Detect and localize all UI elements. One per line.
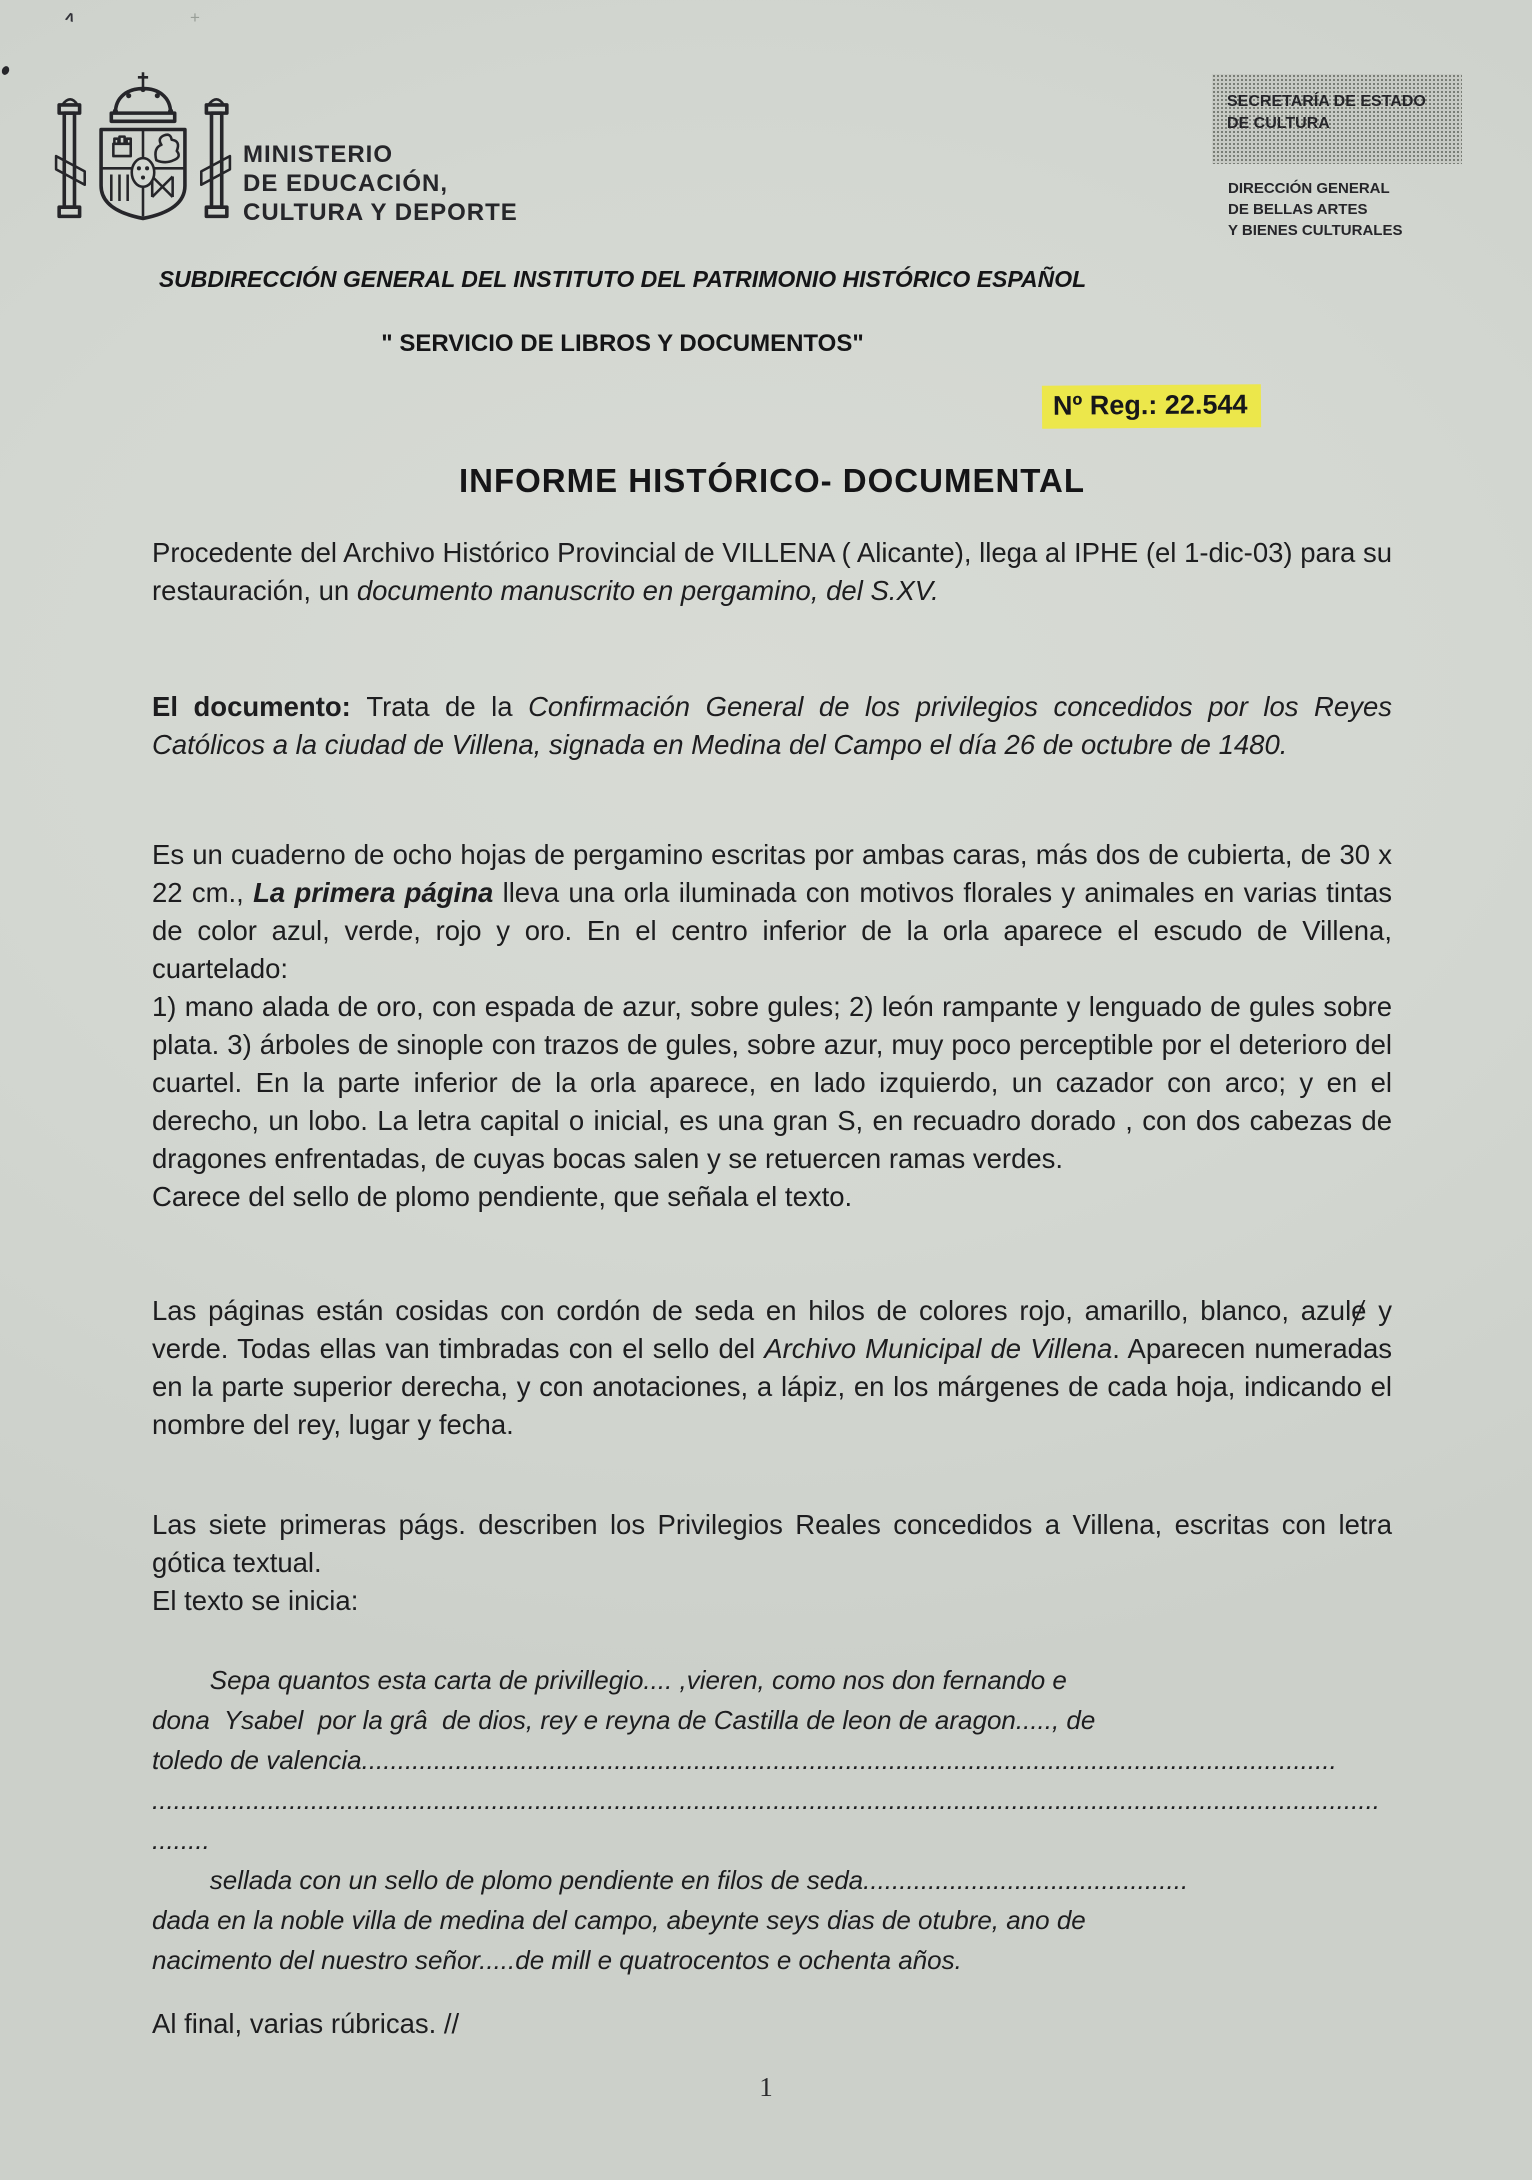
paragraph-descripcion-c: Carece del sello de plomo pendiente, que señala el texto. xyxy=(152,1181,853,1212)
secretaria-de-estado-block xyxy=(1212,74,1462,164)
scan-artifact: + xyxy=(190,8,200,27)
spain-coat-of-arms-icon xyxy=(52,66,234,245)
paragraph-privilegios-b: El texto se inicia: xyxy=(152,1585,359,1616)
closing-line: Al final, varias rúbricas. // xyxy=(152,2008,460,2039)
servicio-heading: " SERVICIO DE LIBROS Y DOCUMENTOS" xyxy=(381,330,864,357)
page-number: 1 xyxy=(759,2072,773,2102)
scan-artifact xyxy=(0,65,10,76)
direccion-line: Y BIENES CULTURALES xyxy=(1228,222,1403,239)
direccion-line: DIRECCIÓN GENERAL xyxy=(1228,180,1390,197)
ministry-line: MINISTERIO xyxy=(243,141,394,168)
subdireccion-heading: SUBDIRECCIÓN GENERAL DEL INSTITUTO DEL PATRIMONIO HISTÓRICO ESPAÑOL xyxy=(158,266,1087,292)
paragraph-procedencia: Procedente del Archivo Histórico Provincial de VILLENA ( Alicante), llega al IPHE (el 1-dic-03) para su restauración, un documento manuscrito en pergamino, del S.XV. xyxy=(152,537,1392,606)
paragraph-paginas: Las páginas están cosidas con cordón de seda en hilos de colores rojo, amarillo, blanco, azulɇ y verde. Todas ellas van timbradas con el sello del Archivo Municipal de Villena. Aparecen numeradas en la parte superior derecha, y con anotaciones, a lápiz, en los márgenes de cada hoja, indicando el nombre del rey, lugar y fecha. xyxy=(152,1295,1392,1440)
ministry-line: DE EDUCACIÓN, xyxy=(243,170,449,197)
paragraph-privilegios-a: Las siete primeras págs. describen los Privilegios Reales concedidos a Villena, escritas con letra gótica textual. xyxy=(152,1509,1392,1578)
ministry-wordmark xyxy=(243,140,518,227)
paragraph-descripcion-a: Es un cuaderno de ocho hojas de pergamino escritas por ambas caras, más dos de cubierta, de 30 x 22 cm., La primera página lleva una orla iluminada con motivos florales y animales en varias tintas de color azul, verde, rojo y oro. En el centro inferior de la orla aparece el escudo de Villena, cuartelado: xyxy=(152,839,1392,984)
secretaria-line: DE CULTURA xyxy=(1227,115,1330,132)
paragraph-privilegios xyxy=(152,1506,1392,1620)
direccion-line: DE BELLAS ARTES xyxy=(1228,201,1368,218)
paragraph-el-documento: El documento: Trata de la Confirmación General de los privilegios concedidos por los Reyes Católicos a la ciudad de Villena, signada en Medina del Campo el día 26 de octubre de 1480. xyxy=(152,691,1392,760)
transcription-quote: Sepa quantos esta carta de privillegio.... ,vieren, como nos don fernando e dona Ysabel por la grâ de dios, rey e reyna de Castilla de leon de aragon....., de toledo de valencia....................................................................................................................................... .......................................................................................................................................................................... ........ sellada con un sello de plomo pendiente en filos de seda............................................. dada en la noble villa de medina del campo, abeynte seys dias de otubre, ano de nacimento del nuestro señor.....de mill e quatrocentos e ochenta años. xyxy=(152,1665,1381,1975)
paragraph-descripcion-b: 1) mano alada de oro, con espada de azur, sobre gules; 2) león rampante y lenguado de gules sobre plata. 3) árboles de sinople con trazos de gules, sobre azur, muy poco perceptible por el deterioro del cuartel. En la parte inferior de la orla aparece, en lado izquierdo, un cazador con arco; y en el derecho, un lobo. La letra capital o inicial, es una gran S, en recuadro dorado , con dos cabezas de dragones enfrentadas, de cuyas bocas salen y se retuercen ramas verdes. xyxy=(152,991,1392,1174)
document-title: INFORME HISTÓRICO- DOCUMENTAL xyxy=(458,462,1085,499)
ministry-line: CULTURA Y DEPORTE xyxy=(243,199,518,226)
scan-artifact: ʌ xyxy=(63,7,77,26)
paragraph-descripcion xyxy=(152,836,1392,1216)
secretaria-line: SECRETARÍA DE ESTADO xyxy=(1227,93,1426,110)
direccion-general-block xyxy=(1228,178,1402,241)
registro-number-highlighted: Nº Reg.: 22.544 xyxy=(1042,384,1262,429)
